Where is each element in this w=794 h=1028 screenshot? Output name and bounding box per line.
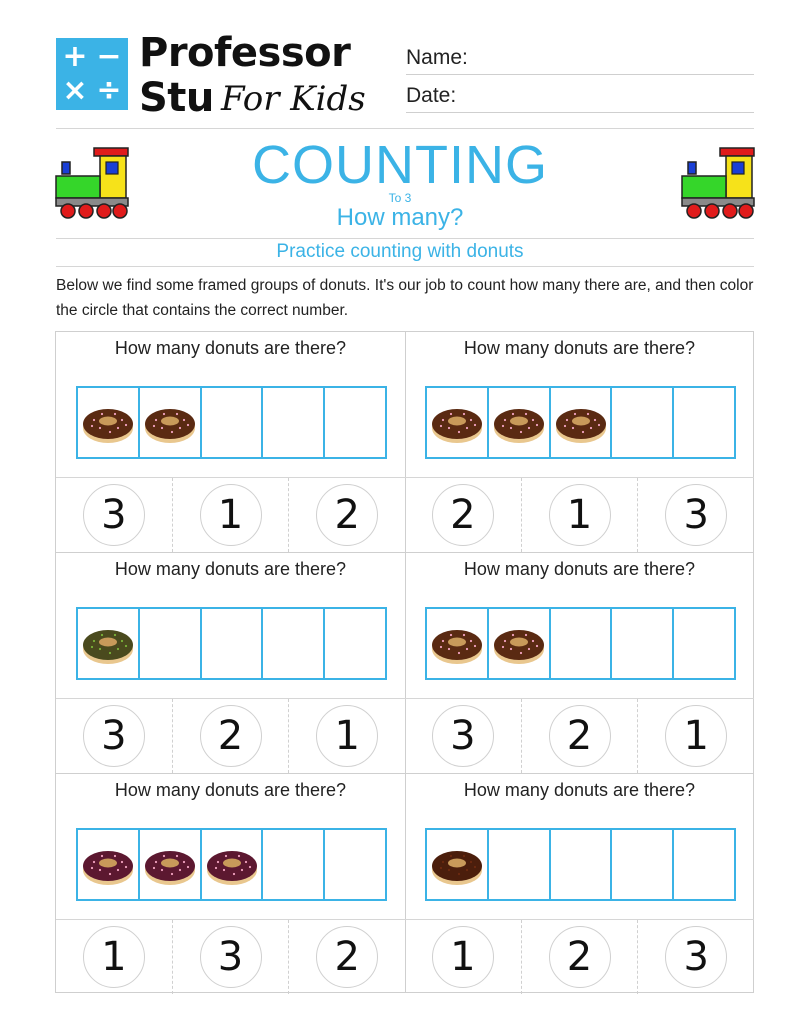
frame-slot [427,830,489,899]
instructions: Below we find some framed groups of donuts. It's our job to count how many there are, and then color the circle that contains the correct number. [56,277,754,319]
answer-row [56,477,405,552]
problem-card [405,332,754,552]
question-text: How many donuts are there? [114,559,347,579]
answer-row [405,919,754,994]
answer-choice-circle[interactable]: 2 [316,484,378,546]
answer-cell [405,478,522,552]
answer-row [56,919,405,994]
minus-icon: − [96,39,122,74]
brand-name-line2: Stu [139,75,214,121]
subtitle: How many? [336,204,464,231]
answer-row [405,477,754,552]
frame-slot [325,830,385,899]
frame-slot [78,609,140,678]
answer-choice-circle[interactable]: 2 [549,926,611,988]
problem-card [56,774,405,994]
question-text: How many donuts are there? [114,780,347,800]
brand-name: Professor [139,30,351,76]
answer-cell [173,478,290,552]
answer-choice-circle[interactable]: 2 [316,926,378,988]
answer-cell [56,478,173,552]
logo [56,38,128,110]
date-field[interactable] [406,84,754,113]
divider [56,266,754,267]
frame-slot [612,388,674,457]
answer-choice-circle[interactable]: 3 [83,705,145,767]
frame-slot [427,609,489,678]
frame-slot [674,388,734,457]
question-text: How many donuts are there? [463,338,696,358]
donut-icon [144,840,196,888]
answer-choice-circle[interactable]: 2 [549,705,611,767]
donut-icon [431,619,483,667]
frame-slot [263,830,325,899]
divider [56,238,754,239]
divider [56,128,754,129]
toy-train-left-icon [54,146,130,220]
donut-icon [555,398,607,446]
frame-slot [263,609,325,678]
frame-slot [325,388,385,457]
date-label: Date: [406,84,457,107]
donut-icon [82,840,134,888]
answer-choice-circle[interactable]: 1 [549,484,611,546]
frame-slot [612,609,674,678]
answer-cell [638,699,754,773]
answer-cell [522,699,639,773]
frame-slot [140,609,202,678]
answer-cell [173,920,290,994]
frame-slot [202,388,264,457]
frame-slot [202,830,264,899]
donut-icon [82,398,134,446]
frame-slot [140,830,202,899]
answer-cell [638,478,754,552]
ten-frame [425,386,736,459]
divide-icon: ÷ [96,73,122,108]
frame-slot [674,609,734,678]
frame-slot [78,830,140,899]
answer-cell [173,699,290,773]
answer-cell [56,920,173,994]
donut-icon [82,619,134,667]
question-text: How many donuts are there? [463,780,696,800]
answer-choice-circle[interactable]: 2 [432,484,494,546]
question-text: How many donuts are there? [114,338,347,358]
answer-choice-circle[interactable]: 3 [83,484,145,546]
ten-frame [425,828,736,901]
frame-slot [551,388,613,457]
problem-grid [55,331,754,993]
frame-slot [427,388,489,457]
frame-slot [263,388,325,457]
answer-cell [405,920,522,994]
answer-cell [289,920,405,994]
range-label: To 3 [388,191,412,205]
answer-cell [289,699,405,773]
donut-icon [493,619,545,667]
problem-card [56,332,405,552]
answer-choice-circle[interactable]: 3 [200,926,262,988]
question-text: How many donuts are there? [463,559,696,579]
multiply-icon: × [62,73,88,108]
problem-card [56,553,405,773]
brand-tagline: For Kids [221,79,366,119]
donut-icon [206,840,258,888]
frame-slot [551,609,613,678]
frame-slot [489,830,551,899]
answer-cell [289,478,405,552]
donut-icon [493,398,545,446]
answer-cell [56,699,173,773]
answer-cell [638,920,754,994]
frame-slot [612,830,674,899]
name-label: Name: [406,46,468,69]
ten-frame [76,607,387,680]
toy-train-right-icon [680,146,756,220]
ten-frame [76,828,387,901]
answer-choice-circle[interactable]: 3 [432,705,494,767]
frame-slot [551,830,613,899]
answer-choice-circle[interactable]: 1 [316,705,378,767]
donut-icon [431,840,483,888]
frame-slot [78,388,140,457]
answer-choice-circle[interactable]: 1 [665,705,727,767]
answer-cell [405,699,522,773]
page-title: COUNTING [252,135,548,195]
frame-slot [489,388,551,457]
answer-choice-circle[interactable]: 1 [83,926,145,988]
frame-slot [674,830,734,899]
problem-card [405,553,754,773]
answer-choice-circle[interactable]: 3 [665,926,727,988]
plus-icon: + [62,39,88,74]
answer-choice-circle[interactable]: 1 [432,926,494,988]
answer-choice-circle[interactable]: 1 [200,484,262,546]
problem-card [405,774,754,994]
practice-label: Practice counting with donuts [276,241,524,262]
frame-slot [140,388,202,457]
frame-slot [202,609,264,678]
ten-frame [76,386,387,459]
answer-row [56,698,405,773]
name-field[interactable] [406,46,754,75]
frame-slot [325,609,385,678]
answer-choice-circle[interactable]: 3 [665,484,727,546]
answer-choice-circle[interactable]: 2 [200,705,262,767]
ten-frame [425,607,736,680]
answer-row [405,698,754,773]
donut-icon [431,398,483,446]
answer-cell [522,478,639,552]
donut-icon [144,398,196,446]
frame-slot [489,609,551,678]
answer-cell [522,920,639,994]
